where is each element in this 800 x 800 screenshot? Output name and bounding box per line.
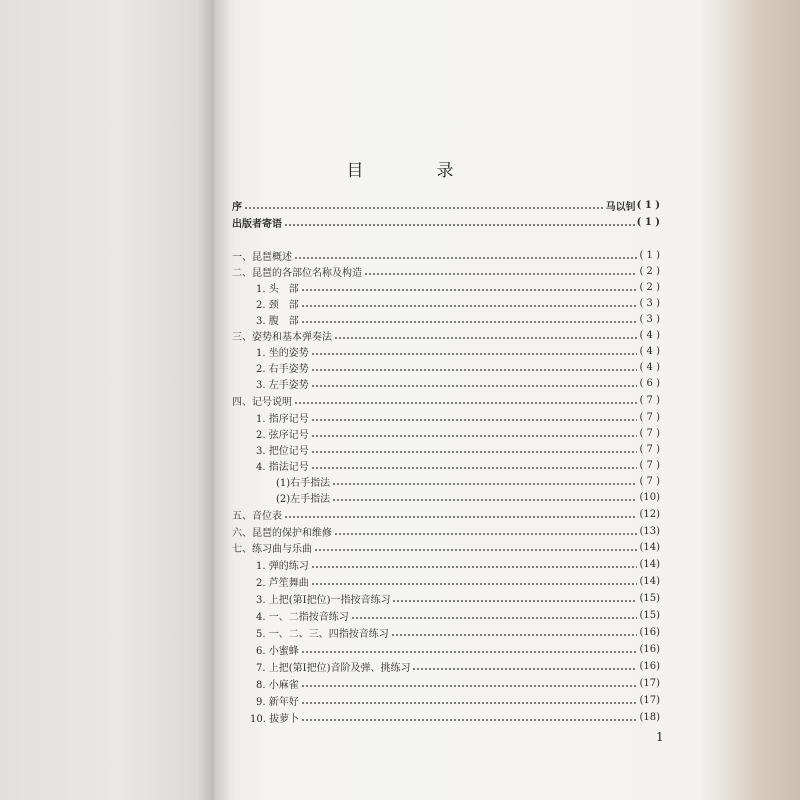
toc-entry-page: ( 6 ) xyxy=(639,378,660,389)
toc-entry-page: ( 7 ) xyxy=(639,444,660,455)
toc-entry-label: 七、练习曲与乐曲 xyxy=(232,544,312,555)
dot-leader xyxy=(332,499,637,501)
toc-entry xyxy=(232,296,660,311)
dot-leader xyxy=(314,549,637,551)
dot-leader xyxy=(311,353,638,355)
dot-leader xyxy=(311,385,638,387)
dot-leader xyxy=(391,634,638,636)
toc-entry-label: 六、昆琶的保护和维修 xyxy=(232,528,332,539)
toc-entry-label: 7. 上把(第Ⅰ把位)音阶及弹、挑练习 xyxy=(256,663,411,674)
toc-entry-page: (14) xyxy=(639,559,660,570)
page-fore-edge xyxy=(700,0,800,800)
toc-entry xyxy=(232,591,660,606)
toc-entry-page: ( 4 ) xyxy=(639,362,660,373)
toc-entry-label: 3. 腹 部 xyxy=(256,316,299,327)
dot-leader xyxy=(311,451,638,453)
dot-leader xyxy=(412,668,637,670)
dot-leader xyxy=(301,651,638,653)
dot-leader xyxy=(301,702,638,704)
toc-entry xyxy=(232,557,660,572)
toc-entry-page: ( 2 ) xyxy=(639,266,660,277)
toc-entry xyxy=(232,540,660,555)
toc-entry-page: (17) xyxy=(639,695,660,706)
toc-entry-page: ( 4 ) xyxy=(639,330,660,341)
toc-entry-label: 3. 上把(第Ⅰ把位)一指按音练习 xyxy=(256,595,391,606)
toc-entry xyxy=(232,642,660,657)
toc-entry-page: ( 2 ) xyxy=(639,282,660,293)
toc-entry-page: ( 4 ) xyxy=(639,346,660,357)
toc-entry-page: (12) xyxy=(639,509,660,520)
dot-leader xyxy=(332,483,637,485)
toc-entry xyxy=(232,312,660,327)
toc-entry xyxy=(232,524,660,539)
toc-entry-page: ( 7 ) xyxy=(639,395,660,406)
toc-entry-page: (16) xyxy=(639,644,660,655)
toc-entry-label: 4. 指法记号 xyxy=(256,462,309,473)
toc-entry-page: ( 3 ) xyxy=(639,314,660,325)
toc-entry xyxy=(232,264,660,279)
toc-entry xyxy=(232,490,660,505)
dot-leader xyxy=(301,289,638,291)
toc-entry-author: 马以钊 xyxy=(605,202,636,213)
toc-entry xyxy=(232,693,660,708)
toc-entry-label: 1. 指序记号 xyxy=(256,414,309,425)
toc-entry xyxy=(232,393,660,408)
toc-entry-page: (16) xyxy=(639,627,660,638)
toc-entry xyxy=(232,458,660,473)
toc-entry xyxy=(232,280,660,295)
toc-entry-page: ( 7 ) xyxy=(639,460,660,471)
toc-entry xyxy=(232,410,660,425)
dot-leader xyxy=(311,435,638,437)
toc-entry xyxy=(232,574,660,589)
dot-leader xyxy=(294,402,637,404)
toc-entry-page: ( 1 ) xyxy=(636,217,660,228)
toc-entry-label: 序 xyxy=(232,202,242,213)
toc-entry-label: 2. 弦序记号 xyxy=(256,430,309,441)
toc-entry-page: ( 3 ) xyxy=(639,298,660,309)
toc-entry xyxy=(232,608,660,623)
toc-entry xyxy=(232,474,660,489)
toc-entry xyxy=(232,248,660,263)
toc-entry-label: 二、昆琶的各部位名称及构造 xyxy=(232,268,362,279)
toc-entry-label: 8. 小麻雀 xyxy=(256,680,299,691)
dot-leader xyxy=(301,719,637,721)
dot-leader xyxy=(311,467,638,469)
toc-entry xyxy=(232,344,660,359)
toc-entry-page: ( 7 ) xyxy=(639,428,660,439)
toc-entry-page: (17) xyxy=(639,678,660,689)
toc-entry-page: ( 7 ) xyxy=(639,476,660,487)
toc-entry xyxy=(232,507,660,522)
toc-entry-label: 1. 弹的练习 xyxy=(256,561,309,572)
toc-entry-page: (13) xyxy=(639,526,660,537)
toc-entry xyxy=(232,676,660,691)
toc-entry-label: 2. 颈 部 xyxy=(256,300,299,311)
toc-entry-page: (14) xyxy=(639,542,660,553)
toc-entry-page: ( 7 ) xyxy=(639,412,660,423)
dot-leader xyxy=(284,516,637,518)
toc-entry xyxy=(232,710,660,725)
dot-leader xyxy=(364,273,637,275)
dot-leader xyxy=(301,305,638,307)
toc-entry-label: (1)右手指法 xyxy=(276,478,331,489)
toc-entry xyxy=(232,328,660,343)
toc-entry-label: 2. 右手姿势 xyxy=(256,364,309,375)
toc-title: 目 录 xyxy=(346,161,482,181)
toc-entry-label: 3. 左手姿势 xyxy=(256,380,309,391)
toc-entry-label: 五、音位表 xyxy=(232,511,282,522)
page-number: 1 xyxy=(656,730,664,744)
left-page xyxy=(0,0,214,800)
toc-entry-label: 4. 一、二指按音练习 xyxy=(256,612,349,623)
dot-leader xyxy=(301,685,638,687)
toc-entry-label: (2)左手指法 xyxy=(276,494,331,505)
toc-entry xyxy=(232,376,660,391)
dot-leader xyxy=(334,337,637,339)
toc-entry-page: (10) xyxy=(639,492,660,503)
dot-leader xyxy=(311,583,638,585)
toc-entry-page: (15) xyxy=(639,610,660,621)
toc-entry-label: 1. 头 部 xyxy=(256,284,299,295)
toc-entry xyxy=(232,442,660,457)
dot-leader xyxy=(244,207,604,209)
dot-leader xyxy=(351,617,638,619)
toc-entry-label: 三、姿势和基本弹奏法 xyxy=(232,332,332,343)
dot-leader xyxy=(392,600,637,602)
toc-entry-page: (14) xyxy=(639,576,660,587)
toc-entry xyxy=(232,625,660,640)
toc-entry xyxy=(232,426,660,441)
toc-entry xyxy=(232,215,660,230)
dot-leader xyxy=(311,566,638,568)
toc-entry-label: 四、记号说明 xyxy=(232,397,292,408)
dot-leader xyxy=(294,257,637,259)
dot-leader xyxy=(301,321,638,323)
toc-entry-page: ( 1 ) xyxy=(636,200,660,211)
toc-entry-label: 9. 新年好 xyxy=(256,697,299,708)
toc-entry-label: 出版者寄语 xyxy=(232,219,282,230)
toc-entry-label: 1. 坐的姿势 xyxy=(256,348,309,359)
toc-entry xyxy=(232,659,660,674)
toc-entry-page: (18) xyxy=(639,712,660,723)
dot-leader xyxy=(284,224,635,226)
dot-leader xyxy=(334,533,637,535)
toc-entry-label: 3. 把位记号 xyxy=(256,446,309,457)
dot-leader xyxy=(311,369,638,371)
toc-entry-label: 2. 芦笙舞曲 xyxy=(256,578,309,589)
toc-entry-label: 6. 小蜜蜂 xyxy=(256,646,299,657)
toc-entry-label: 5. 一、二、三、四指按音练习 xyxy=(256,629,389,640)
toc-entry xyxy=(232,198,660,213)
toc-entry-label: 10. 拔萝卜 xyxy=(250,714,300,725)
dot-leader xyxy=(311,419,638,421)
toc-entry xyxy=(232,360,660,375)
toc-entry-page: (16) xyxy=(639,661,660,672)
toc-entry-label: 一、昆琶概述 xyxy=(232,252,292,263)
toc-entry-page: ( 1 ) xyxy=(639,250,660,261)
toc-entry-page: (15) xyxy=(639,593,660,604)
